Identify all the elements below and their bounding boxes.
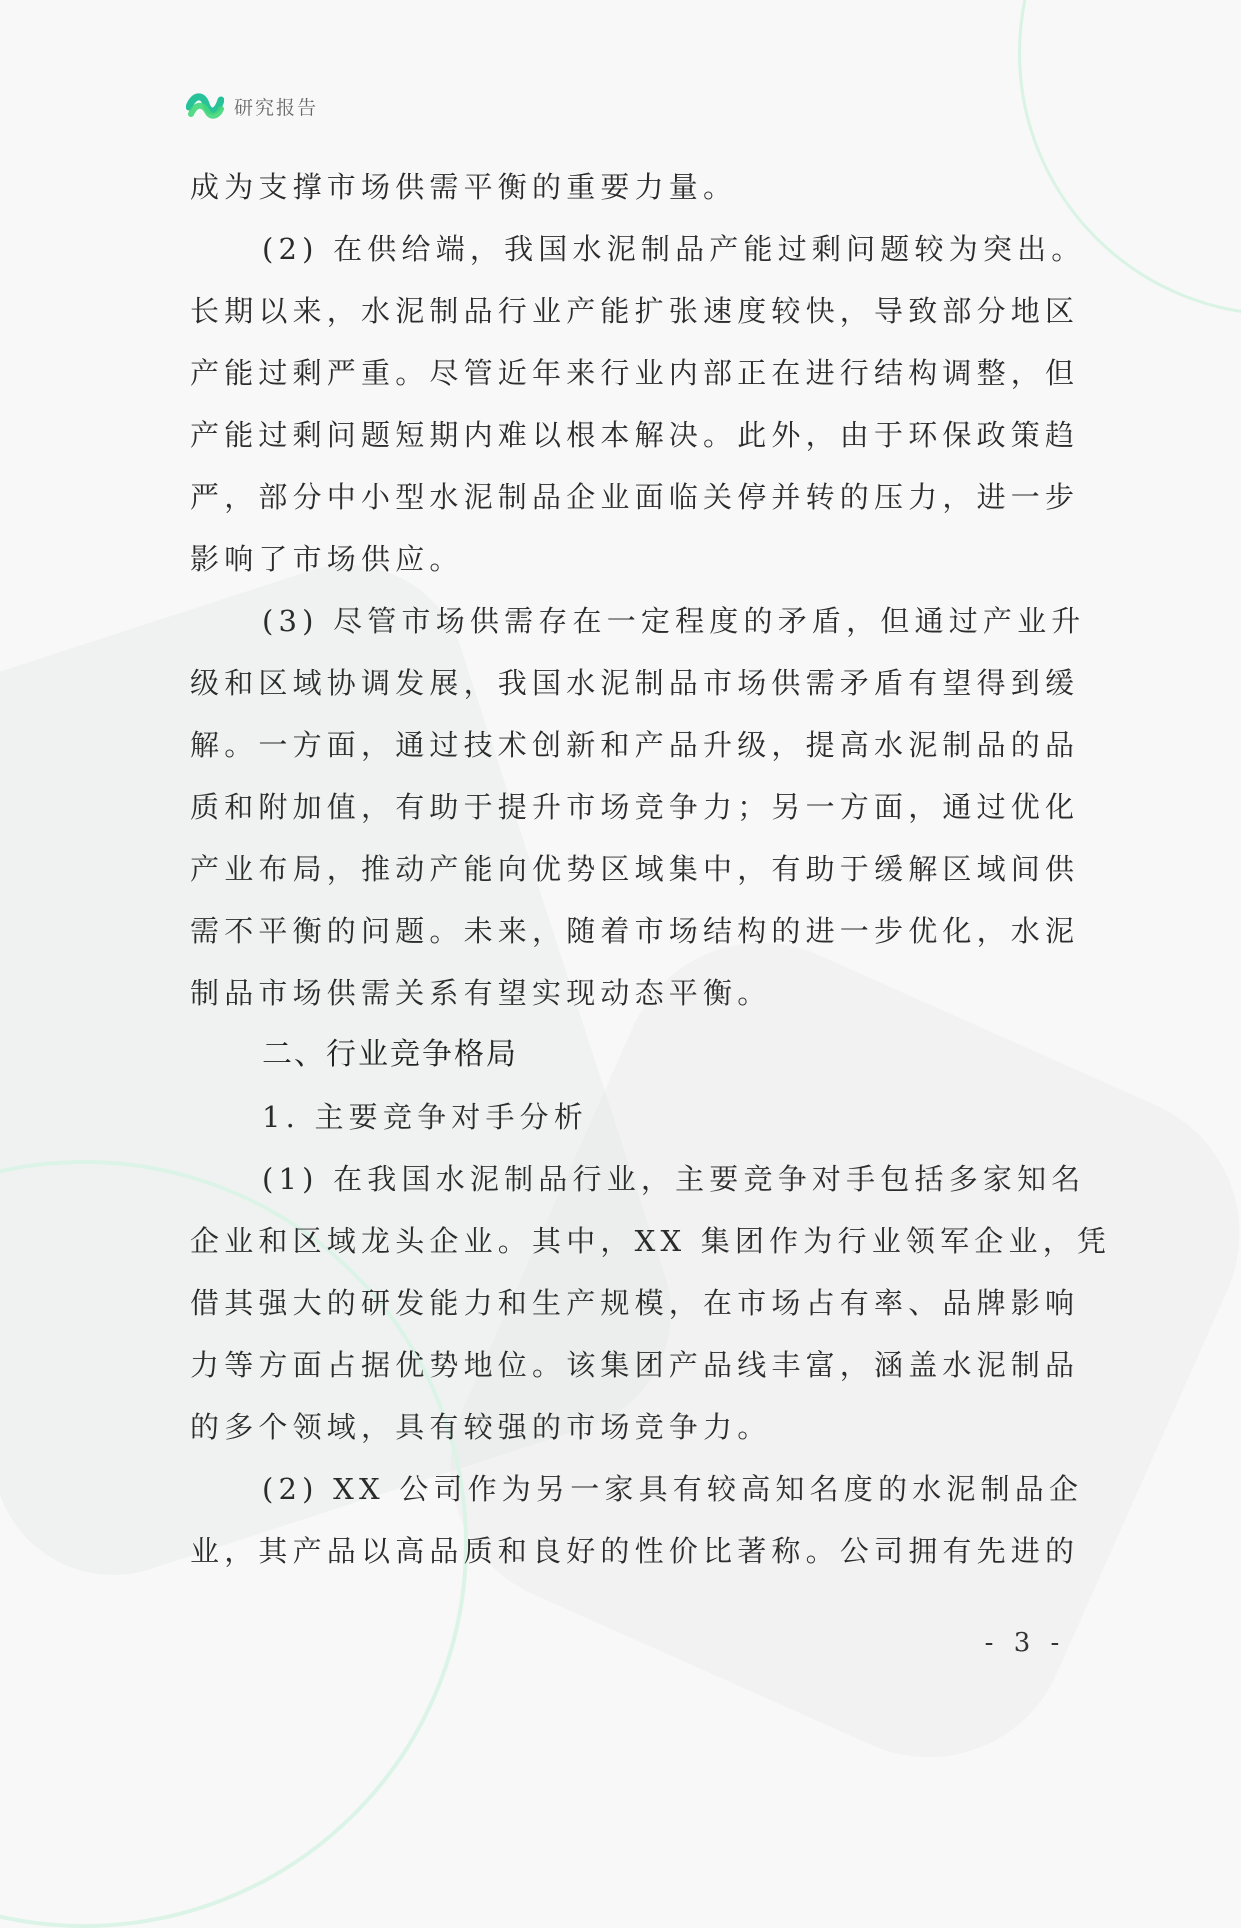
paragraph-line: 产能过剩严重。尽管近年来行业内部正在进行结构调整，但 [190,356,1080,390]
report-body [190,156,1112,1582]
paragraph-line: 借其强大的研发能力和生产规模，在市场占有率、品牌影响 [190,1286,1080,1320]
subsection-heading: 1. 主要竞争对手分析 [262,1100,589,1134]
paragraph-line: 的多个领域，具有较强的市场竞争力。 [190,1410,772,1444]
paragraph-line: (2) XX 公司作为另一家具有较高知名度的水泥制品企 [262,1472,1084,1506]
paragraph-line: 影响了市场供应。 [190,542,464,576]
paragraph-line: 长期以来，水泥制品行业产能扩张速度较快，导致部分地区 [190,294,1080,328]
paragraph-line: 力等方面占据优势地位。该集团产品线丰富，涵盖水泥制品 [190,1348,1080,1382]
paragraph-line: 解。一方面，通过技术创新和产品升级，提高水泥制品的品 [190,728,1080,762]
paragraph-line: (2) 在供给端，我国水泥制品产能过剩问题较为突出。 [262,232,1086,266]
page-number: - 3 - [984,1628,1066,1658]
paragraph-line: 严，部分中小型水泥制品企业面临关停并转的压力，进一步 [190,480,1080,514]
paragraph-line: 制品市场供需关系有望实现动态平衡。 [190,976,772,1010]
paragraph-line: 产业布局，推动产能向优势区域集中，有助于缓解区域间供 [190,852,1080,886]
paragraph-line: 成为支撑市场供需平衡的重要力量。 [190,170,738,204]
section-heading: 二、行业竞争格局 [262,1037,518,1072]
paragraph-line: (3) 尽管市场供需存在一定程度的矛盾，但通过产业升 [262,604,1086,638]
report-type-label: 研究报告 [234,96,319,119]
report-logo-icon [186,90,224,122]
paragraph-line: 业，其产品以高品质和良好的性价比著称。公司拥有先进的 [190,1534,1080,1568]
paragraph-line: 级和区域协调发展，我国水泥制品市场供需矛盾有望得到缓 [190,666,1080,700]
paragraph-line: 产能过剩问题短期内难以根本解决。此外，由于环保政策趋 [190,418,1080,452]
paragraph-line: (1) 在我国水泥制品行业，主要竞争对手包括多家知名 [262,1162,1086,1196]
paragraph-line: 企业和区域龙头企业。其中，XX 集团作为行业领军企业，凭 [190,1224,1112,1258]
report-header [186,88,318,124]
paragraph-line: 质和附加值，有助于提升市场竞争力；另一方面，通过优化 [190,790,1080,824]
paragraph-line: 需不平衡的问题。未来，随着市场结构的进一步优化，水泥 [190,914,1080,948]
